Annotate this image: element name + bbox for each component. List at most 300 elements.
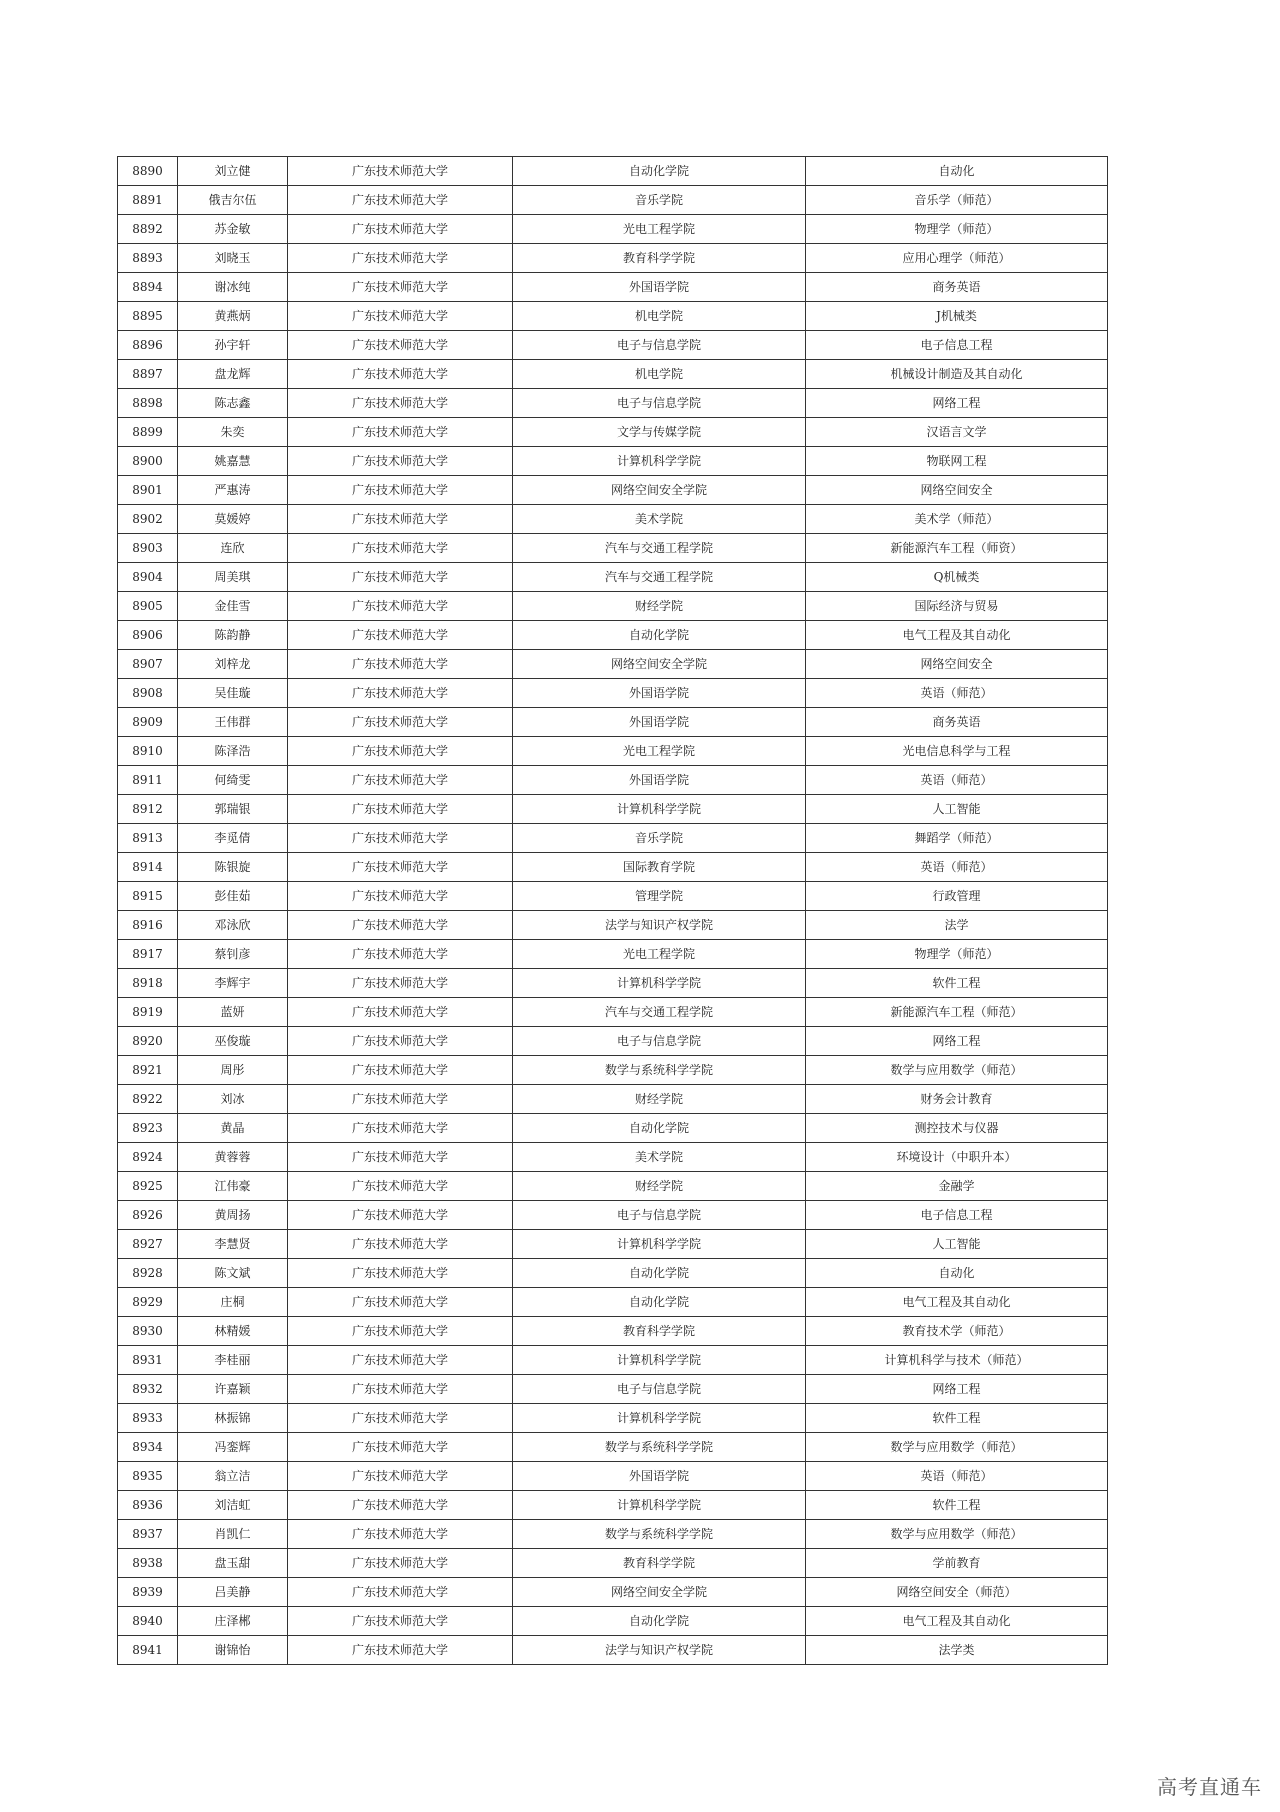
cell-name: 陈文斌 (178, 1259, 288, 1288)
cell-school: 广东技术师范大学 (288, 1259, 513, 1288)
admission-roster-table (117, 156, 1108, 1665)
cell-college: 教育科学学院 (513, 244, 806, 273)
cell-major: 人工智能 (806, 795, 1108, 824)
cell-major: 物理学（师范） (806, 940, 1108, 969)
cell-college: 文学与传媒学院 (513, 418, 806, 447)
cell-name: 俄吉尔伍 (178, 186, 288, 215)
cell-school: 广东技术师范大学 (288, 1143, 513, 1172)
cell-college: 汽车与交通工程学院 (513, 534, 806, 563)
roster-body (118, 157, 1108, 1665)
cell-school: 广东技术师范大学 (288, 650, 513, 679)
cell-college: 自动化学院 (513, 1114, 806, 1143)
table-row (118, 1520, 1108, 1549)
cell-major: 金融学 (806, 1172, 1108, 1201)
cell-college: 外国语学院 (513, 708, 806, 737)
cell-name: 郭瑞银 (178, 795, 288, 824)
cell-name: 周美琪 (178, 563, 288, 592)
cell-college: 自动化学院 (513, 1607, 806, 1636)
table-row (118, 1462, 1108, 1491)
cell-school: 广东技术师范大学 (288, 1230, 513, 1259)
cell-name: 冯銮辉 (178, 1433, 288, 1462)
table-row (118, 1607, 1108, 1636)
cell-school: 广东技术师范大学 (288, 853, 513, 882)
cell-major: 英语（师范） (806, 853, 1108, 882)
cell-name: 巫俊璇 (178, 1027, 288, 1056)
table-row (118, 389, 1108, 418)
cell-number: 8904 (118, 563, 178, 592)
table-row (118, 331, 1108, 360)
cell-number: 8928 (118, 1259, 178, 1288)
cell-number: 8896 (118, 331, 178, 360)
cell-major: 学前教育 (806, 1549, 1108, 1578)
cell-school: 广东技术师范大学 (288, 1085, 513, 1114)
cell-major: 舞蹈学（师范） (806, 824, 1108, 853)
cell-number: 8931 (118, 1346, 178, 1375)
cell-college: 自动化学院 (513, 621, 806, 650)
cell-college: 汽车与交通工程学院 (513, 998, 806, 1027)
cell-name: 孙宇轩 (178, 331, 288, 360)
table-row (118, 1056, 1108, 1085)
cell-school: 广东技术师范大学 (288, 563, 513, 592)
table-row (118, 824, 1108, 853)
cell-school: 广东技术师范大学 (288, 244, 513, 273)
table-row (118, 911, 1108, 940)
cell-college: 机电学院 (513, 360, 806, 389)
cell-school: 广东技术师范大学 (288, 1462, 513, 1491)
table-row (118, 505, 1108, 534)
cell-school: 广东技术师范大学 (288, 1288, 513, 1317)
cell-major: 新能源汽车工程（师范） (806, 998, 1108, 1027)
cell-major: 法学 (806, 911, 1108, 940)
cell-number: 8914 (118, 853, 178, 882)
table-row (118, 998, 1108, 1027)
cell-major: 英语（师范） (806, 1462, 1108, 1491)
table-row (118, 1578, 1108, 1607)
cell-number: 8924 (118, 1143, 178, 1172)
cell-name: 吕美静 (178, 1578, 288, 1607)
cell-college: 音乐学院 (513, 186, 806, 215)
cell-major: 电子信息工程 (806, 331, 1108, 360)
cell-name: 李桂丽 (178, 1346, 288, 1375)
cell-school: 广东技术师范大学 (288, 1201, 513, 1230)
cell-name: 盘玉甜 (178, 1549, 288, 1578)
cell-major: 英语（师范） (806, 766, 1108, 795)
cell-number: 8900 (118, 447, 178, 476)
cell-name: 陈韵静 (178, 621, 288, 650)
cell-major: 网络空间安全 (806, 650, 1108, 679)
cell-college: 数学与系统科学学院 (513, 1056, 806, 1085)
cell-number: 8920 (118, 1027, 178, 1056)
cell-school: 广东技术师范大学 (288, 911, 513, 940)
cell-number: 8912 (118, 795, 178, 824)
cell-number: 8916 (118, 911, 178, 940)
cell-college: 计算机科学学院 (513, 969, 806, 998)
cell-number: 8905 (118, 592, 178, 621)
cell-college: 外国语学院 (513, 273, 806, 302)
cell-college: 光电工程学院 (513, 940, 806, 969)
cell-college: 计算机科学学院 (513, 1346, 806, 1375)
cell-major: 网络工程 (806, 1027, 1108, 1056)
cell-school: 广东技术师范大学 (288, 360, 513, 389)
cell-school: 广东技术师范大学 (288, 1027, 513, 1056)
cell-major: 应用心理学（师范） (806, 244, 1108, 273)
cell-college: 计算机科学学院 (513, 1404, 806, 1433)
cell-school: 广东技术师范大学 (288, 1607, 513, 1636)
cell-college: 光电工程学院 (513, 737, 806, 766)
cell-college: 计算机科学学院 (513, 447, 806, 476)
table-row (118, 1114, 1108, 1143)
cell-major: 网络空间安全 (806, 476, 1108, 505)
cell-school: 广东技术师范大学 (288, 534, 513, 563)
cell-major: 计算机科学与技术（师范） (806, 1346, 1108, 1375)
table-row (118, 215, 1108, 244)
table-row (118, 186, 1108, 215)
cell-name: 谢冰纯 (178, 273, 288, 302)
cell-name: 刘梓龙 (178, 650, 288, 679)
cell-school: 广东技术师范大学 (288, 940, 513, 969)
cell-school: 广东技术师范大学 (288, 1172, 513, 1201)
cell-school: 广东技术师范大学 (288, 1114, 513, 1143)
cell-number: 8934 (118, 1433, 178, 1462)
table-row (118, 795, 1108, 824)
cell-number: 8899 (118, 418, 178, 447)
cell-name: 李辉宇 (178, 969, 288, 998)
cell-major: 网络工程 (806, 1375, 1108, 1404)
table-row (118, 1027, 1108, 1056)
cell-name: 蓝妍 (178, 998, 288, 1027)
cell-college: 财经学院 (513, 592, 806, 621)
cell-number: 8895 (118, 302, 178, 331)
cell-number: 8919 (118, 998, 178, 1027)
cell-school: 广东技术师范大学 (288, 998, 513, 1027)
cell-number: 8897 (118, 360, 178, 389)
cell-school: 广东技术师范大学 (288, 447, 513, 476)
cell-school: 广东技术师范大学 (288, 824, 513, 853)
cell-name: 邓泳欣 (178, 911, 288, 940)
table-row (118, 1317, 1108, 1346)
table-row (118, 1491, 1108, 1520)
cell-number: 8932 (118, 1375, 178, 1404)
cell-major: 美术学（师范） (806, 505, 1108, 534)
cell-college: 电子与信息学院 (513, 1201, 806, 1230)
cell-major: 电气工程及其自动化 (806, 1288, 1108, 1317)
cell-name: 肖凯仁 (178, 1520, 288, 1549)
cell-college: 管理学院 (513, 882, 806, 911)
cell-school: 广东技术师范大学 (288, 1404, 513, 1433)
cell-name: 刘立健 (178, 157, 288, 186)
cell-number: 8893 (118, 244, 178, 273)
cell-name: 许嘉颖 (178, 1375, 288, 1404)
cell-name: 庄桐 (178, 1288, 288, 1317)
cell-number: 8922 (118, 1085, 178, 1114)
cell-major: 商务英语 (806, 708, 1108, 737)
cell-major: 电子信息工程 (806, 1201, 1108, 1230)
cell-school: 广东技术师范大学 (288, 1056, 513, 1085)
cell-name: 刘洁虹 (178, 1491, 288, 1520)
cell-major: 测控技术与仪器 (806, 1114, 1108, 1143)
cell-college: 数学与系统科学学院 (513, 1520, 806, 1549)
cell-major: 新能源汽车工程（师资） (806, 534, 1108, 563)
table-row (118, 853, 1108, 882)
table-row (118, 1143, 1108, 1172)
cell-major: 英语（师范） (806, 679, 1108, 708)
cell-college: 电子与信息学院 (513, 331, 806, 360)
cell-major: 法学类 (806, 1636, 1108, 1665)
cell-number: 8929 (118, 1288, 178, 1317)
cell-school: 广东技术师范大学 (288, 1491, 513, 1520)
cell-name: 刘冰 (178, 1085, 288, 1114)
table-row (118, 679, 1108, 708)
cell-major: 自动化 (806, 157, 1108, 186)
table-row (118, 1172, 1108, 1201)
cell-college: 国际教育学院 (513, 853, 806, 882)
cell-school: 广东技术师范大学 (288, 1433, 513, 1462)
cell-school: 广东技术师范大学 (288, 505, 513, 534)
table-row (118, 447, 1108, 476)
cell-college: 网络空间安全学院 (513, 650, 806, 679)
cell-school: 广东技术师范大学 (288, 215, 513, 244)
table-row (118, 882, 1108, 911)
table-row (118, 476, 1108, 505)
cell-school: 广东技术师范大学 (288, 795, 513, 824)
table-row (118, 1636, 1108, 1665)
cell-name: 黄晶 (178, 1114, 288, 1143)
cell-name: 刘晓玉 (178, 244, 288, 273)
table-row (118, 273, 1108, 302)
cell-name: 陈银旋 (178, 853, 288, 882)
cell-number: 8937 (118, 1520, 178, 1549)
cell-college: 电子与信息学院 (513, 389, 806, 418)
cell-number: 8941 (118, 1636, 178, 1665)
cell-number: 8921 (118, 1056, 178, 1085)
table-row (118, 621, 1108, 650)
table-row (118, 708, 1108, 737)
cell-college: 计算机科学学院 (513, 1230, 806, 1259)
cell-name: 黄燕炳 (178, 302, 288, 331)
table-row (118, 1288, 1108, 1317)
table-row (118, 302, 1108, 331)
cell-name: 陈泽浩 (178, 737, 288, 766)
cell-college: 美术学院 (513, 505, 806, 534)
cell-major: 商务英语 (806, 273, 1108, 302)
cell-school: 广东技术师范大学 (288, 1578, 513, 1607)
cell-college: 自动化学院 (513, 1288, 806, 1317)
cell-major: 人工智能 (806, 1230, 1108, 1259)
cell-college: 计算机科学学院 (513, 795, 806, 824)
cell-major: 国际经济与贸易 (806, 592, 1108, 621)
cell-number: 8906 (118, 621, 178, 650)
cell-number: 8898 (118, 389, 178, 418)
cell-number: 8892 (118, 215, 178, 244)
cell-name: 连欣 (178, 534, 288, 563)
table-row (118, 940, 1108, 969)
cell-name: 金佳雪 (178, 592, 288, 621)
cell-school: 广东技术师范大学 (288, 592, 513, 621)
cell-school: 广东技术师范大学 (288, 273, 513, 302)
cell-college: 网络空间安全学院 (513, 476, 806, 505)
cell-major: 数学与应用数学（师范） (806, 1433, 1108, 1462)
cell-name: 庄泽郴 (178, 1607, 288, 1636)
cell-school: 广东技术师范大学 (288, 766, 513, 795)
cell-number: 8911 (118, 766, 178, 795)
cell-major: 物联网工程 (806, 447, 1108, 476)
table-row (118, 360, 1108, 389)
cell-major: Q机械类 (806, 563, 1108, 592)
cell-major: 数学与应用数学（师范） (806, 1056, 1108, 1085)
cell-name: 莫媛婷 (178, 505, 288, 534)
cell-major: 财务会计教育 (806, 1085, 1108, 1114)
cell-name: 严惠涛 (178, 476, 288, 505)
cell-name: 苏金敏 (178, 215, 288, 244)
cell-college: 外国语学院 (513, 679, 806, 708)
cell-number: 8890 (118, 157, 178, 186)
cell-number: 8910 (118, 737, 178, 766)
cell-school: 广东技术师范大学 (288, 1549, 513, 1578)
cell-name: 翁立洁 (178, 1462, 288, 1491)
cell-number: 8918 (118, 969, 178, 998)
cell-name: 黄周扬 (178, 1201, 288, 1230)
table-row (118, 418, 1108, 447)
cell-number: 8938 (118, 1549, 178, 1578)
table-row (118, 534, 1108, 563)
cell-number: 8923 (118, 1114, 178, 1143)
cell-major: 光电信息科学与工程 (806, 737, 1108, 766)
cell-name: 王伟群 (178, 708, 288, 737)
cell-school: 广东技术师范大学 (288, 679, 513, 708)
cell-college: 自动化学院 (513, 157, 806, 186)
cell-college: 电子与信息学院 (513, 1027, 806, 1056)
cell-number: 8925 (118, 1172, 178, 1201)
cell-name: 江伟豪 (178, 1172, 288, 1201)
cell-major: J机械类 (806, 302, 1108, 331)
watermark-text: 高考直通车 (1157, 1775, 1262, 1799)
cell-school: 广东技术师范大学 (288, 1636, 513, 1665)
cell-number: 8907 (118, 650, 178, 679)
cell-school: 广东技术师范大学 (288, 331, 513, 360)
cell-name: 姚嘉慧 (178, 447, 288, 476)
cell-college: 计算机科学学院 (513, 1491, 806, 1520)
table-row (118, 1230, 1108, 1259)
cell-number: 8903 (118, 534, 178, 563)
cell-name: 盘龙辉 (178, 360, 288, 389)
cell-number: 8940 (118, 1607, 178, 1636)
cell-number: 8901 (118, 476, 178, 505)
cell-name: 蔡钊彦 (178, 940, 288, 969)
table-row (118, 1201, 1108, 1230)
cell-number: 8926 (118, 1201, 178, 1230)
cell-school: 广东技术师范大学 (288, 737, 513, 766)
cell-school: 广东技术师范大学 (288, 1520, 513, 1549)
cell-number: 8909 (118, 708, 178, 737)
cell-college: 光电工程学院 (513, 215, 806, 244)
table-row (118, 1259, 1108, 1288)
cell-college: 法学与知识产权学院 (513, 1636, 806, 1665)
cell-school: 广东技术师范大学 (288, 621, 513, 650)
cell-school: 广东技术师范大学 (288, 708, 513, 737)
cell-major: 教育技术学（师范） (806, 1317, 1108, 1346)
cell-major: 数学与应用数学（师范） (806, 1520, 1108, 1549)
cell-major: 自动化 (806, 1259, 1108, 1288)
cell-college: 外国语学院 (513, 766, 806, 795)
cell-college: 教育科学学院 (513, 1317, 806, 1346)
cell-school: 广东技术师范大学 (288, 476, 513, 505)
cell-major: 环境设计（中职升本） (806, 1143, 1108, 1172)
cell-name: 朱奕 (178, 418, 288, 447)
table-row (118, 737, 1108, 766)
cell-number: 8933 (118, 1404, 178, 1433)
cell-college: 外国语学院 (513, 1462, 806, 1491)
cell-number: 8908 (118, 679, 178, 708)
table-row (118, 1549, 1108, 1578)
table-row (118, 1404, 1108, 1433)
cell-college: 电子与信息学院 (513, 1375, 806, 1404)
cell-school: 广东技术师范大学 (288, 302, 513, 331)
cell-school: 广东技术师范大学 (288, 1317, 513, 1346)
cell-number: 8917 (118, 940, 178, 969)
cell-college: 教育科学学院 (513, 1549, 806, 1578)
cell-college: 数学与系统科学学院 (513, 1433, 806, 1462)
cell-number: 8915 (118, 882, 178, 911)
cell-number: 8930 (118, 1317, 178, 1346)
cell-college: 网络空间安全学院 (513, 1578, 806, 1607)
cell-name: 陈志鑫 (178, 389, 288, 418)
cell-name: 李慧贤 (178, 1230, 288, 1259)
cell-major: 电气工程及其自动化 (806, 1607, 1108, 1636)
cell-name: 谢锦怡 (178, 1636, 288, 1665)
cell-number: 8891 (118, 186, 178, 215)
cell-name: 林振锦 (178, 1404, 288, 1433)
cell-major: 网络工程 (806, 389, 1108, 418)
cell-name: 彭佳茹 (178, 882, 288, 911)
cell-school: 广东技术师范大学 (288, 418, 513, 447)
cell-name: 林精媛 (178, 1317, 288, 1346)
cell-major: 机械设计制造及其自动化 (806, 360, 1108, 389)
cell-major: 网络空间安全（师范） (806, 1578, 1108, 1607)
table-row (118, 1433, 1108, 1462)
cell-major: 软件工程 (806, 1491, 1108, 1520)
table-row (118, 157, 1108, 186)
cell-number: 8902 (118, 505, 178, 534)
cell-college: 自动化学院 (513, 1259, 806, 1288)
cell-school: 广东技术师范大学 (288, 157, 513, 186)
table-row (118, 244, 1108, 273)
cell-college: 法学与知识产权学院 (513, 911, 806, 940)
cell-college: 财经学院 (513, 1172, 806, 1201)
cell-college: 汽车与交通工程学院 (513, 563, 806, 592)
table-row (118, 1085, 1108, 1114)
cell-number: 8894 (118, 273, 178, 302)
cell-major: 行政管理 (806, 882, 1108, 911)
cell-number: 8927 (118, 1230, 178, 1259)
cell-school: 广东技术师范大学 (288, 389, 513, 418)
cell-school: 广东技术师范大学 (288, 186, 513, 215)
cell-number: 8935 (118, 1462, 178, 1491)
cell-school: 广东技术师范大学 (288, 1346, 513, 1375)
table-row (118, 563, 1108, 592)
cell-major: 物理学（师范） (806, 215, 1108, 244)
cell-college: 机电学院 (513, 302, 806, 331)
cell-name: 吴佳璇 (178, 679, 288, 708)
cell-number: 8913 (118, 824, 178, 853)
table-row (118, 1375, 1108, 1404)
table-row (118, 592, 1108, 621)
cell-school: 广东技术师范大学 (288, 882, 513, 911)
cell-major: 音乐学（师范） (806, 186, 1108, 215)
cell-number: 8939 (118, 1578, 178, 1607)
cell-school: 广东技术师范大学 (288, 1375, 513, 1404)
cell-major: 软件工程 (806, 1404, 1108, 1433)
table-row (118, 1346, 1108, 1375)
